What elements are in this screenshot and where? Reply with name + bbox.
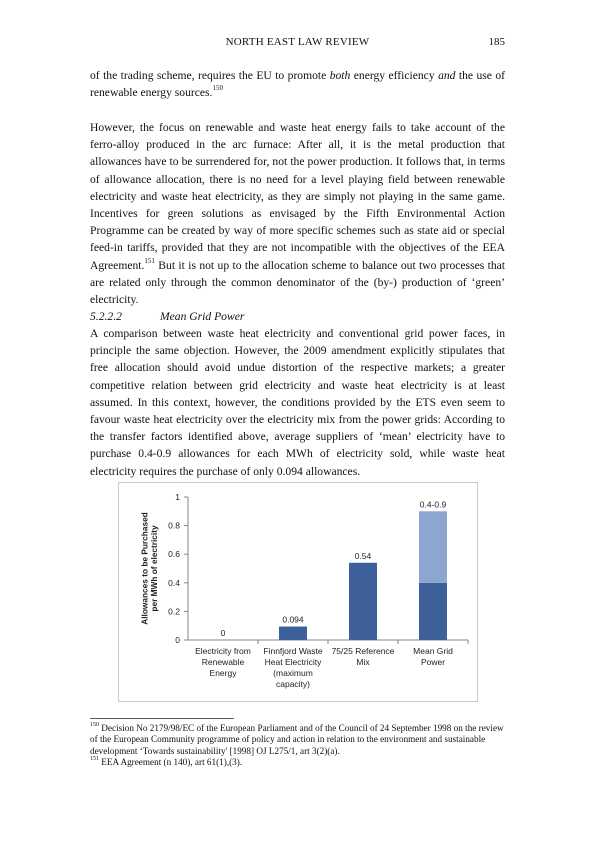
category-label: Renewable bbox=[201, 657, 245, 667]
footnote-151-text: EEA Agreement (n 140), art 61(1),(3). bbox=[99, 757, 243, 768]
category-label: capacity) bbox=[275, 679, 311, 689]
para1-emphasis-both: both bbox=[329, 69, 351, 82]
data-label: 0.4-0.9 bbox=[419, 499, 447, 510]
footnote-151 bbox=[90, 757, 505, 768]
y-tick-label: 0.8 bbox=[168, 520, 180, 531]
para1-text-3: the use of renewable energy sources. bbox=[90, 69, 505, 100]
running-header bbox=[90, 36, 505, 50]
category-label: Mean Grid bbox=[413, 646, 453, 656]
section-number: 5.2.2.2 bbox=[90, 310, 122, 323]
y-axis-title bbox=[139, 512, 159, 625]
y-axis-title-line: per MWh of electricity bbox=[148, 525, 159, 612]
para2-text-2: But it is not up to the allocation scheme to balance out two processes that are related only through the common denominator of the (by-) production of ‘green’ electricity. bbox=[90, 258, 505, 307]
category-label: Energy bbox=[209, 668, 237, 678]
category-label: Mix bbox=[356, 657, 370, 667]
bar-segment bbox=[279, 627, 307, 640]
section-heading bbox=[90, 310, 244, 323]
page-number: 185 bbox=[488, 36, 505, 48]
y-tick-label: 0 bbox=[175, 635, 180, 645]
bar-segment bbox=[419, 583, 447, 640]
category-label: 75/25 Reference bbox=[331, 646, 395, 656]
paragraph-2 bbox=[90, 119, 505, 308]
data-label: 0.54 bbox=[354, 550, 372, 561]
bar-segment bbox=[349, 563, 377, 640]
y-tick-label: 0.4 bbox=[168, 577, 180, 588]
category-label: Power bbox=[420, 657, 446, 667]
footnote-150-number: 150 bbox=[90, 721, 99, 728]
y-tick-label: 0.6 bbox=[168, 549, 180, 560]
data-label: 0 bbox=[220, 628, 226, 638]
category-label: (maximum bbox=[273, 668, 313, 678]
para1-text-1: of the trading scheme, requires the EU to promote bbox=[90, 69, 330, 82]
footnote-151-number: 151 bbox=[90, 756, 99, 763]
para1-emphasis-and: and bbox=[438, 69, 456, 82]
y-tick-label: 0.2 bbox=[168, 606, 180, 617]
section-title: Mean Grid Power bbox=[160, 310, 245, 323]
para1-text-2: energy efficiency bbox=[350, 69, 439, 82]
footnote-150 bbox=[90, 723, 505, 757]
journal-title: NORTH EAST LAW REVIEW bbox=[225, 36, 370, 48]
category-label: Electricity from bbox=[195, 646, 251, 656]
bar-chart-svg bbox=[119, 483, 477, 701]
category-label: Heat Electricity bbox=[264, 657, 322, 667]
paragraph-3: A comparison between waste heat electricity and conventional grid power faces, in principle the same objection. However, the 2009 amendment explicitly stipulates that free allocation should avoid undue distortion of the respective markets; a greater competitive relation between grid electricity and waste heat electricity is at least assumed. In this context, however, the conditions provided by the ETS even seem to favour waste heat electricity over the electricity mix from the power grids: According to the transfer factors identified above, average suppliers of ‘mean’ electricity have to purchase 0.4-0.9 allowances for each MWh of electricity sold, while waste heat electricity requires the purchase of only 0.094 allowances. bbox=[90, 327, 505, 478]
footnote-separator bbox=[90, 718, 234, 719]
data-label: 0.094 bbox=[282, 614, 304, 625]
bar-chart bbox=[118, 482, 478, 702]
category-label: Finnfjord Waste bbox=[263, 646, 323, 656]
y-axis-title-line: Allowances to be Purchased bbox=[139, 512, 150, 625]
para2-text-1: However, the focus on renewable and waste heat energy fails to take account of the ferro-alloy produced in the arc furnace: After all, it is the metal production that allowances have to be surrendered for, not the power production. It follows that, in terms of allowance allocation, there is no need for a level playing field between renewable electricity and waste heat electricity, as they are simply not playing in the same game. Incentives for green solutions as envisaged by the Fifth Environmental Action Programme can be created by way of more specific schemes such as state aid or special feed-in tariffs, provided that they are not incompatible with the objectives of the EEA Agreement. bbox=[90, 121, 505, 272]
paragraph-1 bbox=[90, 67, 505, 101]
footnote-ref-150[interactable]: 150 bbox=[212, 84, 223, 93]
y-tick-label: 1 bbox=[175, 492, 180, 502]
footnote-150-text: Decision No 2179/98/EC of the European Parliament and of the Council of 24 September 1998 on the review of the European Community programme of policy and action in relation to the environment and sustainable development ‘Towards sustainability' [1998] OJ L275/1, art 3(2)(a). bbox=[90, 723, 504, 756]
footnote-ref-151[interactable]: 151 bbox=[144, 256, 155, 265]
footnotes bbox=[90, 723, 505, 769]
bar-segment bbox=[419, 511, 447, 583]
